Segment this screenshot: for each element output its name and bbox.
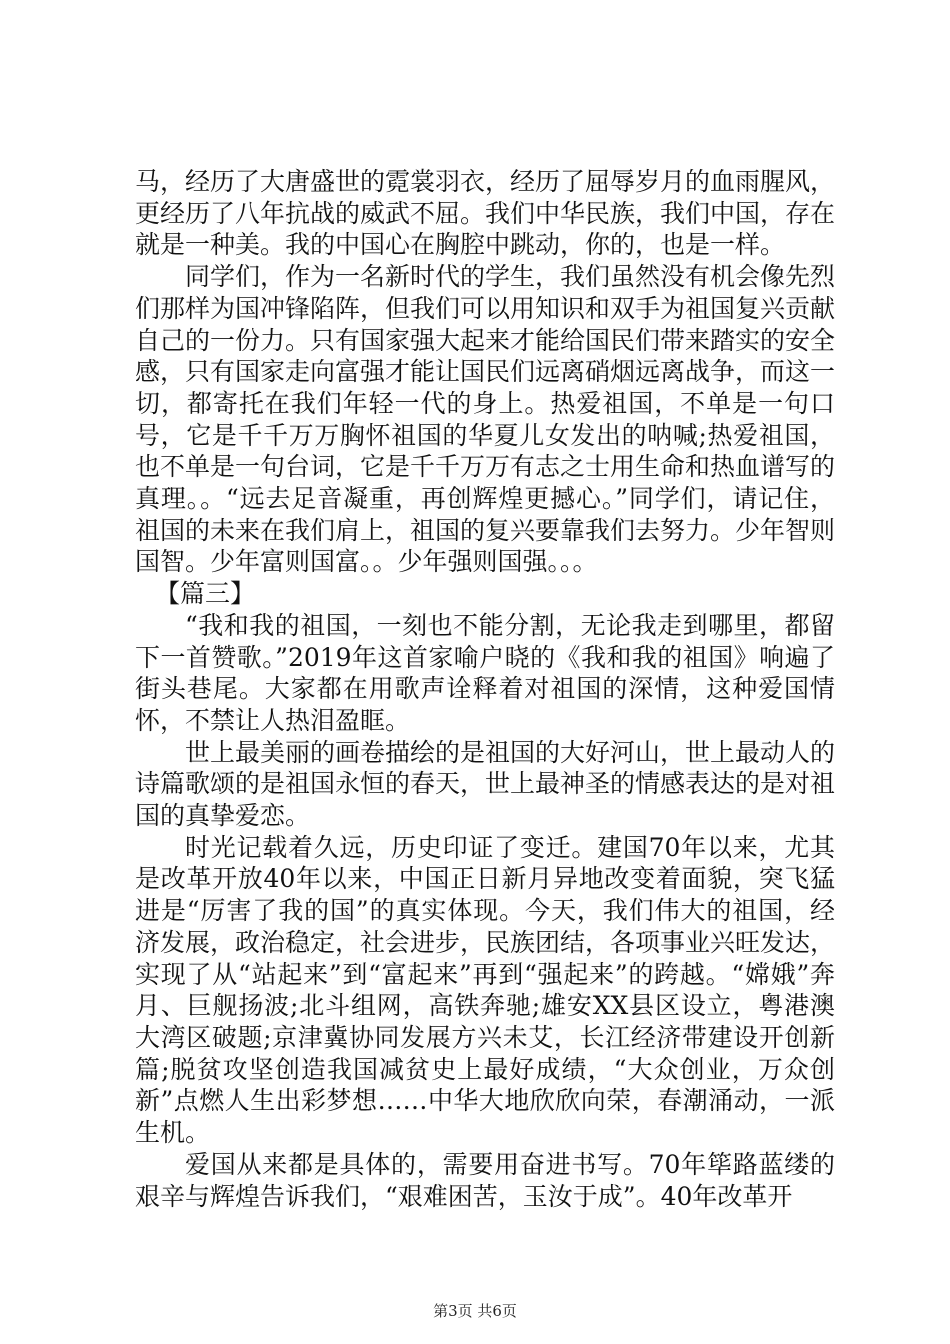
paragraph: 爱国从来都是具体的，需要用奋进书写。70年筚路蓝缕的艰辛与辉煌告诉我们，“艰难困苦，玉汝于成”。40年改革开 [135,1149,835,1211]
section-heading: 【篇三】 [155,579,256,609]
paragraph: 世上最美丽的画卷描绘的是祖国的大好河山，世上最动人的诗篇歌颂的是祖国永恒的春天，世上最神圣的情感表达的是对祖国的真挚爱恋。 [135,737,836,831]
page-footer: 第3页 共6页 [433,1302,517,1320]
paragraph-continued: 马，经历了大唐盛世的霓裳羽衣，经历了屈辱岁月的血雨腥风，更经历了八年抗战的威武不屈。我们中华民族，我们中国，存在就是一种美。我的中国心在胸腔中跳动，你的，也是一样。 [135,167,836,260]
paragraph: 时光记载着久远，历史印证了变迁。建国70年以来，尤其是改革开放40年以来，中国正日新月异地改变着面貌，突飞猛进是“厉害了我的国”的真实体现。今天，我们伟大的祖国，经济发展，政治稳定，社会进步，民族团结，各项事业兴旺发达，实现了从“站起来”到“富起来”再到“强起来”的跨越。“嫦娥”奔月、巨舰扬波;北斗组网，高铁奔驰;雄安XX县区设立，粤港澳大湾区破题;京津冀协同发展方兴未艾，长江经济带建设开创新篇;脱贫攻坚创造我国减贫史上最好成绩，“大众创业，万众创新”点燃人生出彩梦想……中华大地欣欣向荣，春潮涌动，一派生机。 [135,832,836,1148]
paragraph: “我和我的祖国，一刻也不能分割，无论我走到哪里，都留下一首赞歌。”2019年这首家喻户晓的《我和我的祖国》响遍了街头巷尾。大家都在用歌声诠释着对祖国的深情，这种爱国情怀，不禁让人热泪盈眶。 [135,610,835,735]
document-body [135,166,835,1212]
paragraph: 同学们，作为一名新时代的学生，我们虽然没有机会像先烈们那样为国冲锋陷阵，但我们可以用知识和双手为祖国复兴贡献自己的一份力。只有国家强大起来才能给国民们带来踏实的安全感，只有国家走向富强才能让国民们远离硝烟远离战争，而这一切，都寄托在我们年轻一代的身上。热爱祖国，不单是一句口号，它是千千万万胸怀祖国的华夏儿女发出的呐喊;热爱祖国，也不单是一句台词，它是千千万万有志之士用生命和热血谱写的真理。。“远去足音凝重，再创辉煌更撼心。”同学们，请记住，祖国的未来在我们肩上，祖国的复兴要靠我们去努力。少年智则国智。少年富则国富。。少年强则国强。。。 [135,262,836,577]
